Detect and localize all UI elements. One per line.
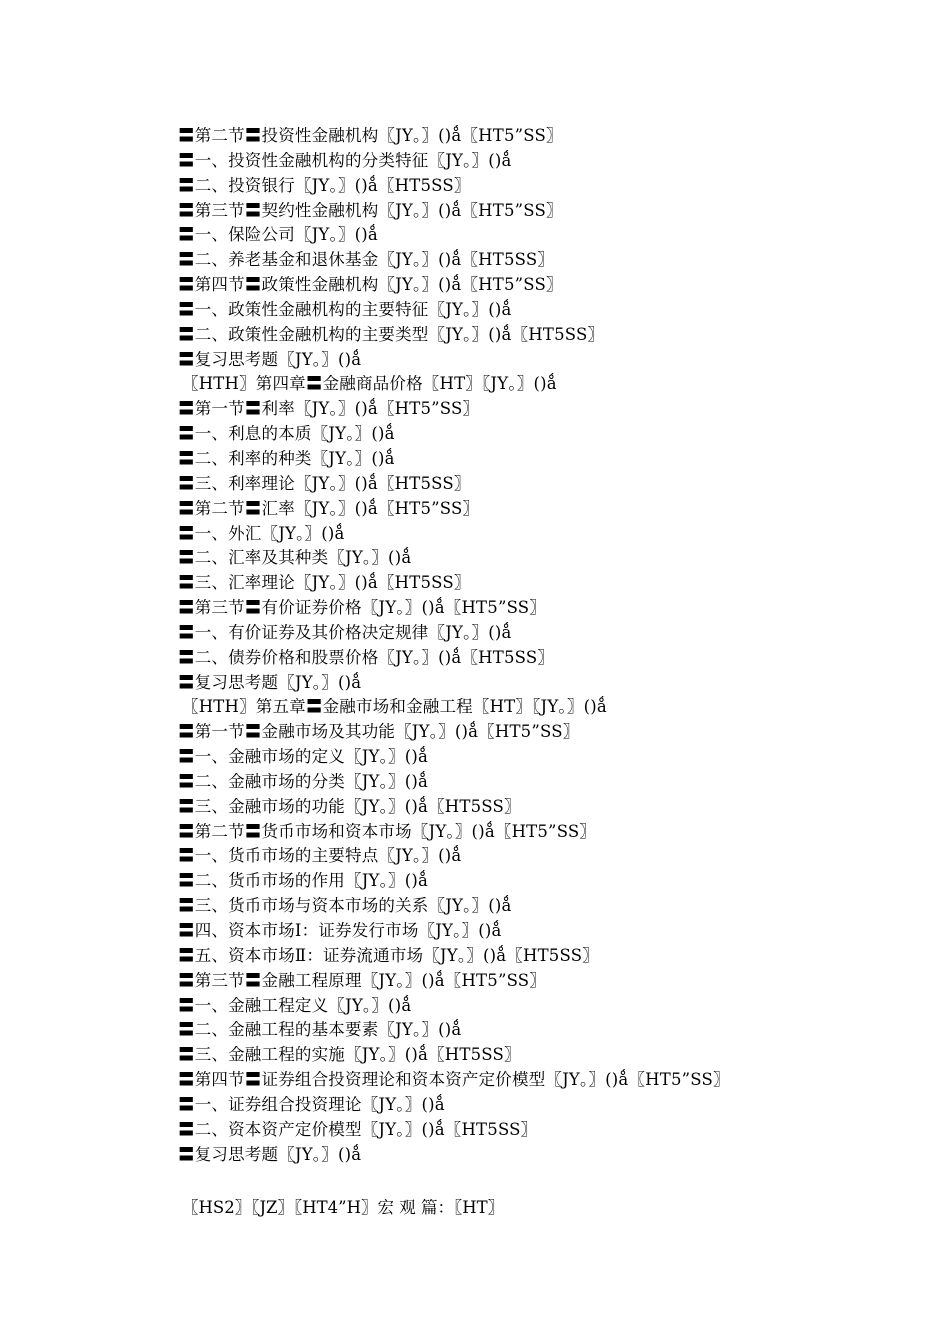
- toc-line-section: 〓第三节〓金融工程原理〖JY。〗()ǻ〖HT5”SS〗: [178, 970, 547, 990]
- toc-line-item: 〓一、证券组合投资理论〖JY。〗()ǻ: [178, 1094, 445, 1114]
- toc-line-chapter: 〖HTH〗第五章〓金融市场和金融工程〖HT〗〖JY。〗()ǻ: [182, 697, 607, 717]
- toc-line-item: 〓三、货币市场与资本市场的关系〖JY。〗()ǻ: [178, 896, 512, 916]
- toc-line-item: 〓一、外汇〖JY。〗()ǻ: [178, 523, 345, 543]
- toc-line-item: 〓复习思考题〖JY。〗()ǻ: [178, 1144, 362, 1164]
- toc-line-item: 〓二、债券价格和股票价格〖JY。〗()ǻ〖HT5SS〗: [178, 647, 555, 667]
- toc-line-item: 〓二、利率的种类〖JY。〗()ǻ: [178, 448, 395, 468]
- toc-line-item: 〓三、金融工程的实施〖JY。〗()ǻ〖HT5SS〗: [178, 1045, 521, 1065]
- toc-line-item: 〓五、资本市场Ⅱ：证券流通市场〖JY。〗()ǻ〖HT5SS〗: [178, 945, 599, 965]
- toc-line-chapter: 〖HTH〗第四章〓金融商品价格〖HT〗〖JY。〗()ǻ: [182, 374, 557, 394]
- toc-line-item: 〓二、政策性金融机构的主要类型〖JY。〗()ǻ〖HT5SS〗: [178, 324, 605, 344]
- toc-line-section: 〓第二节〓投资性金融机构〖JY。〗()ǻ〖HT5”SS〗: [178, 126, 563, 145]
- toc-line-item: 〓一、货币市场的主要特点〖JY。〗()ǻ: [178, 846, 462, 866]
- toc-line-item: 〓三、汇率理论〖JY。〗()ǻ〖HT5SS〗: [178, 573, 471, 593]
- toc-line-section: 〓第一节〓金融市场及其功能〖JY。〗()ǻ〖HT5”SS〗: [178, 722, 580, 742]
- toc-line-item: 〓三、利率理论〖JY。〗()ǻ〖HT5SS〗: [178, 473, 471, 493]
- toc-line-section: 〓第二节〓货币市场和资本市场〖JY。〗()ǻ〖HT5”SS〗: [178, 821, 597, 841]
- toc-line-item: 〓二、金融市场的分类〖JY。〗()ǻ: [178, 771, 429, 791]
- toc-line-item: 〓一、利息的本质〖JY。〗()ǻ: [178, 424, 395, 444]
- toc-line-item: 〓一、有价证券及其价格决定规律〖JY。〗()ǻ: [178, 622, 512, 642]
- toc-line-item: 〓四、资本市场Ⅰ：证券发行市场〖JY。〗()ǻ: [178, 921, 502, 940]
- toc-line-section: 〓第四节〓证券组合投资理论和资本资产定价模型〖JY。〗()ǻ〖HT5”SS〗: [178, 1070, 730, 1090]
- toc-line-item: 〓一、金融工程定义〖JY。〗()ǻ: [178, 995, 412, 1015]
- toc-line-item: 〓二、资本资产定价模型〖JY。〗()ǻ〖HT5SS〗: [178, 1119, 538, 1139]
- table-of-contents: [178, 124, 878, 1167]
- toc-line-item: 〓一、政策性金融机构的主要特征〖JY。〗()ǻ: [178, 299, 512, 319]
- toc-line-section: 〓第三节〓契约性金融机构〖JY。〗()ǻ〖HT5”SS〗: [178, 200, 563, 220]
- toc-line-item: 〓二、货币市场的作用〖JY。〗()ǻ: [178, 871, 429, 891]
- toc-line-section: 〓第一节〓利率〖JY。〗()ǻ〖HT5”SS〗: [178, 399, 480, 419]
- toc-line-section: 〓第三节〓有价证券价格〖JY。〗()ǻ〖HT5”SS〗: [178, 598, 547, 618]
- part-heading-line: 〖HS2〗〖JZ〗〖HT4”H〗宏 观 篇：〖HT〗: [182, 1198, 505, 1217]
- toc-line-item: 〓复习思考题〖JY。〗()ǻ: [178, 672, 362, 692]
- toc-line-item: 〓二、投资银行〖JY。〗()ǻ〖HT5SS〗: [178, 175, 471, 195]
- toc-line-item: 〓三、金融市场的功能〖JY。〗()ǻ〖HT5SS〗: [178, 796, 521, 816]
- toc-line-item: 〓一、金融市场的定义〖JY。〗()ǻ: [178, 747, 429, 767]
- toc-line-section: 〓第二节〓汇率〖JY。〗()ǻ〖HT5”SS〗: [178, 498, 480, 518]
- toc-line-item: 〓二、金融工程的基本要素〖JY。〗()ǻ: [178, 1020, 462, 1040]
- toc-line-item: 〓二、汇率及其种类〖JY。〗()ǻ: [178, 548, 412, 568]
- toc-line-item: 〓复习思考题〖JY。〗()ǻ: [178, 349, 362, 369]
- toc-line-item: 〓一、保险公司〖JY。〗()ǻ: [178, 225, 378, 245]
- toc-line-item: 〓一、投资性金融机构的分类特征〖JY。〗()ǻ: [178, 150, 512, 170]
- toc-line-section: 〓第四节〓政策性金融机构〖JY。〗()ǻ〖HT5”SS〗: [178, 275, 563, 295]
- toc-line-item: 〓二、养老基金和退休基金〖JY。〗()ǻ〖HT5SS〗: [178, 250, 555, 270]
